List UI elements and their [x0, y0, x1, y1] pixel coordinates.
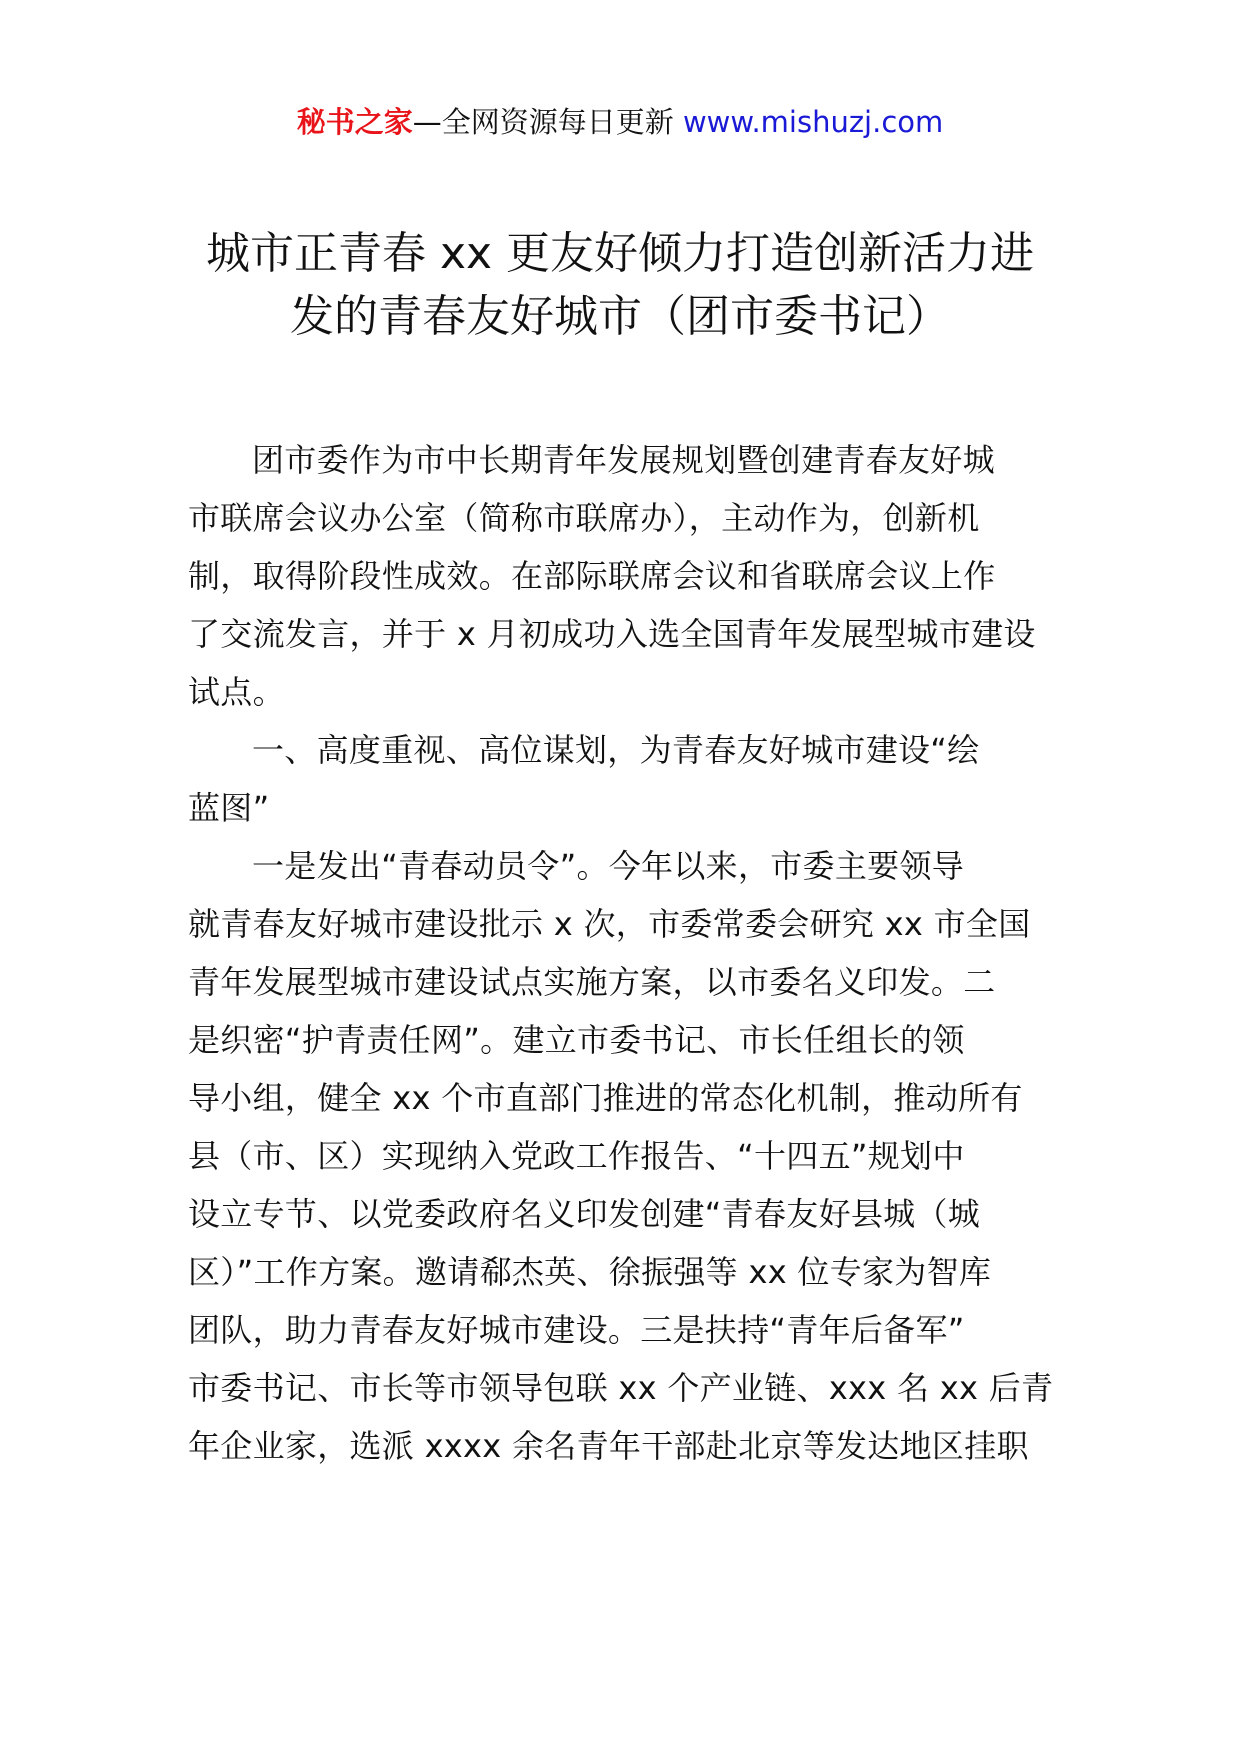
section-heading: 一、高度重视、高位谋划，为青春友好城市建设“绘 [252, 731, 980, 769]
title-line-2: 发的青春友好城市（团市委书记） [290, 291, 950, 342]
site-url-link[interactable]: www.mishuzj.com [682, 105, 944, 139]
brand-name: 秘书之家 [296, 105, 413, 139]
body-line: 导小组，健全 xx 个市直部门推进的常态化机制，推动所有 [188, 1079, 1023, 1117]
body-line: 青年发展型城市建设试点实施方案，以市委名义印发。二 [188, 963, 996, 1001]
site-header [0, 100, 1240, 144]
title-line-1: 城市正青春 xx 更友好倾力打造创新活力进 [205, 228, 1035, 279]
document-title [150, 222, 1090, 348]
body-line: 就青春友好城市建设批示 x 次，市委常委会研究 xx 市全国 [188, 905, 1031, 943]
body-line: 市联席会议办公室（简称市联席办），主动作为，创新机 [188, 499, 980, 537]
section-heading-cont: 蓝图” [188, 789, 270, 827]
body-line: 设立专节、以党委政府名义印发创建“青春友好县城（城 [188, 1195, 981, 1233]
body-line: 县（市、区）实现纳入党政工作报告、“十四五”规划中 [188, 1137, 965, 1175]
body-line: 区）”工作方案。邀请郗杰英、徐振强等 xx 位专家为智库 [188, 1253, 992, 1291]
body-line: 制，取得阶段性成效。在部际联席会议和省联席会议上作 [188, 557, 996, 595]
body-line: 试点。 [188, 673, 285, 711]
header-tagline: —全网资源每日更新 [412, 105, 683, 139]
body-line: 市委书记、市长等市领导包联 xx 个产业链、xxx 名 xx 后青 [188, 1369, 1054, 1407]
body-line: 一是发出“青春动员令”。今年以来，市委主要领导 [252, 847, 965, 885]
body-line: 是织密“护青责任网”。建立市委书记、市长任组长的领 [188, 1021, 965, 1059]
body-line: 团队，助力青春友好城市建设。三是扶持“青年后备军” [188, 1311, 965, 1349]
body-line: 了交流发言，并于 x 月初成功入选全国青年发展型城市建设 [188, 615, 1036, 653]
body-line: 年企业家，选派 xxxx 余名青年干部赴北京等发达地区挂职 [188, 1427, 1029, 1465]
body-line: 团市委作为市中长期青年发展规划暨创建青春友好城 [252, 441, 995, 479]
